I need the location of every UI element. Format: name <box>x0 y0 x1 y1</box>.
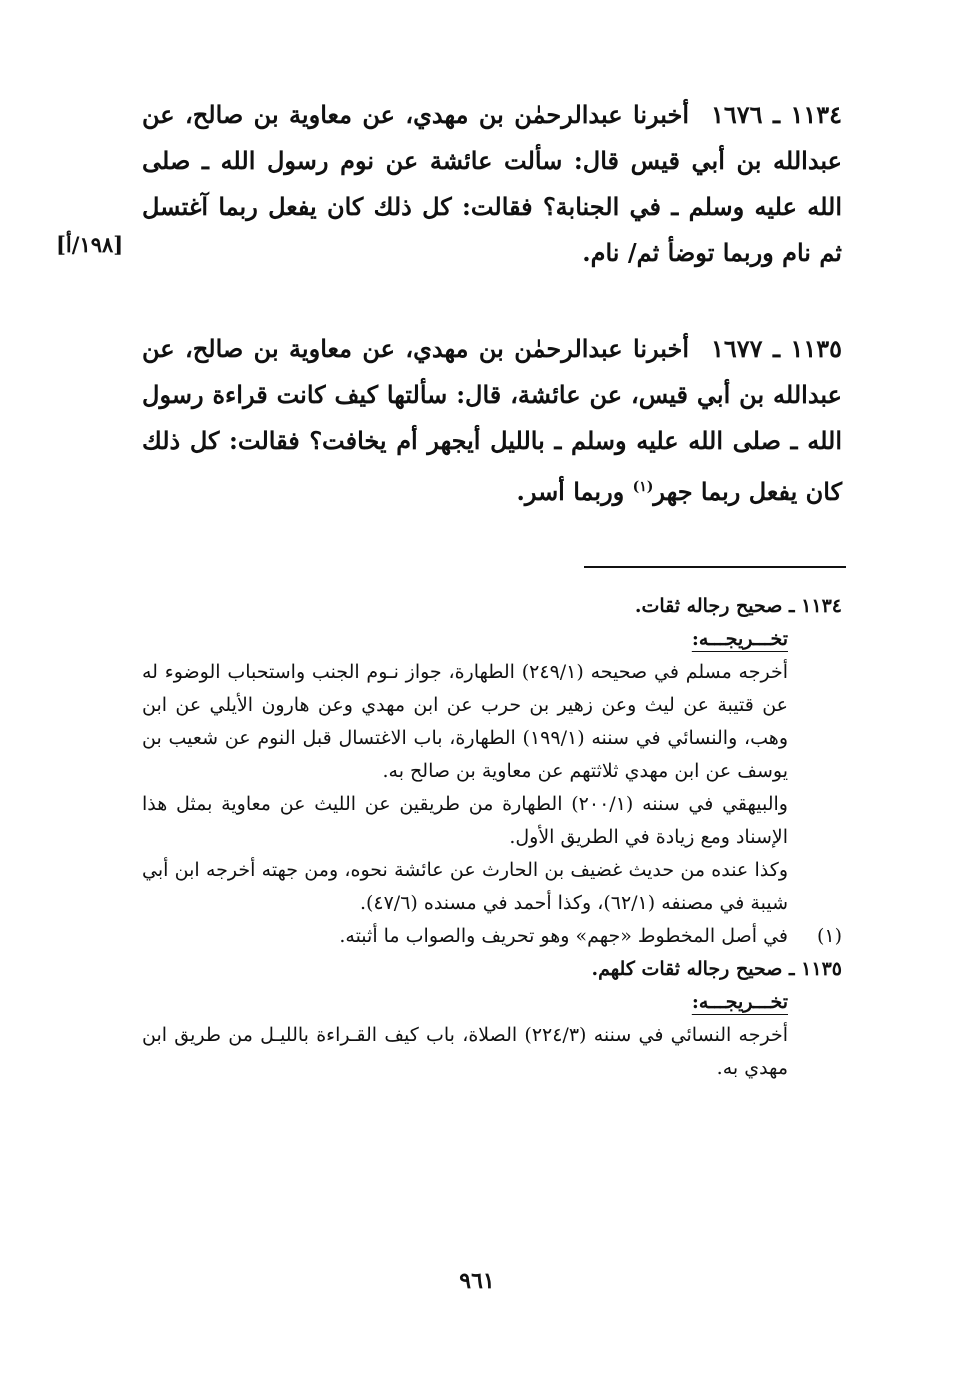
page-number: ٩٦١ <box>459 1268 495 1294</box>
footnote-divider <box>584 566 846 568</box>
footnote-1 <box>142 920 842 953</box>
note-1135-paragraph-1: أخرجه النسائي في سننه (٢٢٤/٣) الصلاة، باب كيف القـراءة بالليـل من طريق ابن مهدي به. <box>142 1024 788 1079</box>
note-1134-heading: ١١٣٤ ـ صحيح رجاله ثقات. <box>634 595 842 617</box>
footnotes <box>142 590 842 1085</box>
hadith-text: أخبرنا عبدالرحمٰن بن مهدي، عن معاوية بن صالح، عن عبدالله بن أبي قيس، عن عائشة، قال: سألتها كيف كانت قراءة رسول الله ـ صلى الله عليه وسلم ـ بالليل أيجهر أم يخافت؟ فقالت: كل ذلك كان يفعل ربما جهر <box>142 334 842 506</box>
footnote-number: (١) <box>816 925 842 947</box>
hadith-number: ١١٣٤ ـ ١٦٧٦ <box>711 100 843 129</box>
hadith-text-end: وربما أسر. <box>516 477 633 506</box>
note-1134-paragraph-3: وكذا عنده من حديث غضيف بن الحارث عن عائشة نحوه، ومن جهته أخرجه ابن أبي شيبة في مصنفه (٦٢/١)، وكذا أحمد في مسنده (٤٧/٦). <box>142 859 788 914</box>
hadith-number: ١١٣٥ ـ ١٦٧٧ <box>711 334 843 363</box>
note-1134-paragraph-2: والبيهقي في سننه (٢٠٠/١) الطهارة من طريقين عن الليث عن معاوية بمثل هذا الإسناد ومع زيادة في الطريق الأول. <box>142 793 788 848</box>
note-1134-paragraph-1: أخرجه مسلم في صحيحه (٢٤٩/١) الطهارة، جواز نـوم الجنب واستحباب الوضوء له عن قتيبة عن ليث وعن زهير بن حرب عن ابن مهدي وعن هارون الأيلي عن ابن وهب، والنسائي في سننه (١٩٩/١) الطهارة، باب الاغتسال قبل النوم عن شعيب بن يوسف عن ابن مهدي ثلاثتهم عن معاوية بن صالح به. <box>142 661 788 782</box>
footnote-ref: (١) <box>632 479 654 495</box>
footnote-text: في أصل المخطوط «جهم» وهو تحريف والصواب ما أثبته. <box>339 925 788 947</box>
takhrij-heading: تخـــريجـــه: <box>691 628 788 650</box>
hadith-text: أخبرنا عبدالرحمٰن بن مهدي، عن معاوية بن صالح، عن عبدالله بن أبي قيس قال: سألت عائشة عن نوم رسول الله ـ صلى الله عليه وسلم ـ في الجنابة؟ فقالت: كل ذلك كان يفعل ربما آغتسل ثم نام وربما توضأ ثم/ نام. <box>142 100 842 267</box>
hadith-1135 <box>142 326 842 515</box>
note-1135-heading: ١١٣٥ ـ صحيح رجاله ثقات كلهم. <box>591 958 842 980</box>
hadith-1134 <box>142 92 842 276</box>
manuscript-folio-marker: [١٩٨/أ] <box>56 232 124 257</box>
takhrij-heading: تخـــريجـــه: <box>691 991 788 1013</box>
